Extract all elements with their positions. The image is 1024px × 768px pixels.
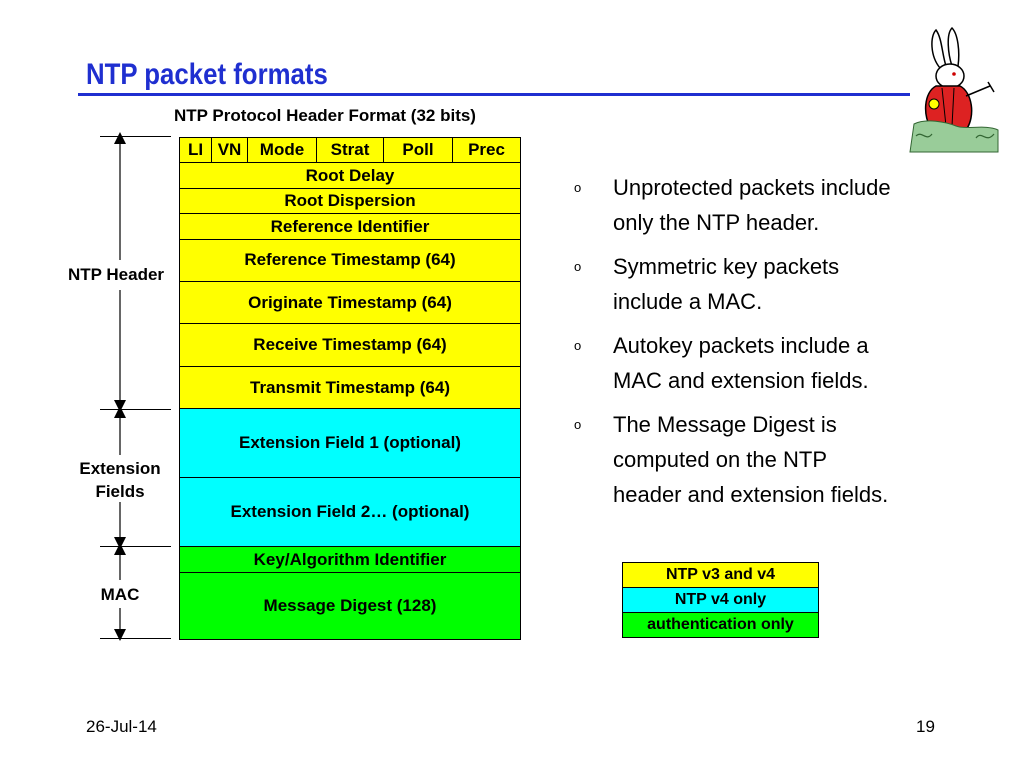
- diagram-caption: NTP Protocol Header Format (32 bits): [174, 106, 476, 125]
- bullet-marker-icon: o: [574, 259, 582, 274]
- bullet-marker-icon: o: [574, 180, 582, 195]
- field-extension-2: Extension Field 2… (optional): [179, 477, 521, 547]
- legend-authentication-only: authentication only: [622, 612, 819, 638]
- label-mac: MAC: [100, 585, 140, 604]
- bullet-4-line2: computed on the NTP: [613, 447, 828, 472]
- bullet-list: [572, 170, 952, 521]
- first-header-row: [179, 137, 521, 163]
- label-ntp-header: NTP Header: [67, 265, 165, 284]
- bullet-marker-icon: o: [574, 417, 582, 432]
- label-extension-fields: [60, 457, 180, 503]
- bullet-4-line1: The Message Digest is: [613, 412, 837, 437]
- slide-date: 26-Jul-14: [86, 717, 157, 736]
- field-prec: Prec: [468, 140, 505, 159]
- field-receive-timestamp: Receive Timestamp (64): [179, 323, 521, 367]
- field-transmit-timestamp: Transmit Timestamp (64): [179, 366, 521, 409]
- field-reference-identifier: Reference Identifier: [179, 213, 521, 240]
- slide-title: NTP packet formats: [86, 58, 328, 91]
- field-key-algorithm-identifier: Key/Algorithm Identifier: [179, 546, 521, 573]
- color-legend: [622, 563, 819, 638]
- field-reference-timestamp: Reference Timestamp (64): [179, 239, 521, 282]
- legend-v3-v4: NTP v3 and v4: [622, 562, 819, 588]
- field-strat: Strat: [317, 138, 384, 162]
- bullet-4-line3: header and extension fields.: [613, 482, 889, 507]
- field-mode: Mode: [248, 138, 317, 162]
- field-root-delay: Root Delay: [179, 162, 521, 189]
- bullet-3-line2: MAC and extension fields.: [613, 368, 869, 393]
- field-extension-1: Extension Field 1 (optional): [179, 408, 521, 478]
- bullet-2-line1: Symmetric key packets: [613, 254, 840, 279]
- slide-number: 19: [916, 717, 935, 736]
- bullet-3-line1: Autokey packets include a: [613, 333, 869, 358]
- field-vn: VN: [212, 138, 248, 162]
- bullet-2-line2: include a MAC.: [613, 289, 763, 314]
- field-poll: Poll: [384, 138, 453, 162]
- bullet-1-line2: only the NTP header.: [613, 210, 820, 235]
- field-root-dispersion: Root Dispersion: [179, 188, 521, 214]
- bullet-item: [572, 407, 952, 512]
- label-extension-line1: Extension: [79, 459, 161, 478]
- bullet-marker-icon: o: [574, 338, 582, 353]
- bullet-item: [572, 328, 952, 398]
- field-li: LI: [180, 138, 212, 162]
- field-message-digest: Message Digest (128): [179, 572, 521, 640]
- bullet-item: [572, 170, 952, 240]
- bullet-1-line1: Unprotected packets include: [613, 175, 891, 200]
- legend-v4-only: NTP v4 only: [622, 587, 819, 613]
- bullet-item: [572, 249, 952, 319]
- field-originate-timestamp: Originate Timestamp (64): [179, 281, 521, 324]
- section-arrows: [108, 130, 132, 645]
- label-extension-line2: Fields: [95, 482, 145, 501]
- white-rabbit-illustration: [906, 26, 1002, 158]
- title-underline: [78, 93, 910, 96]
